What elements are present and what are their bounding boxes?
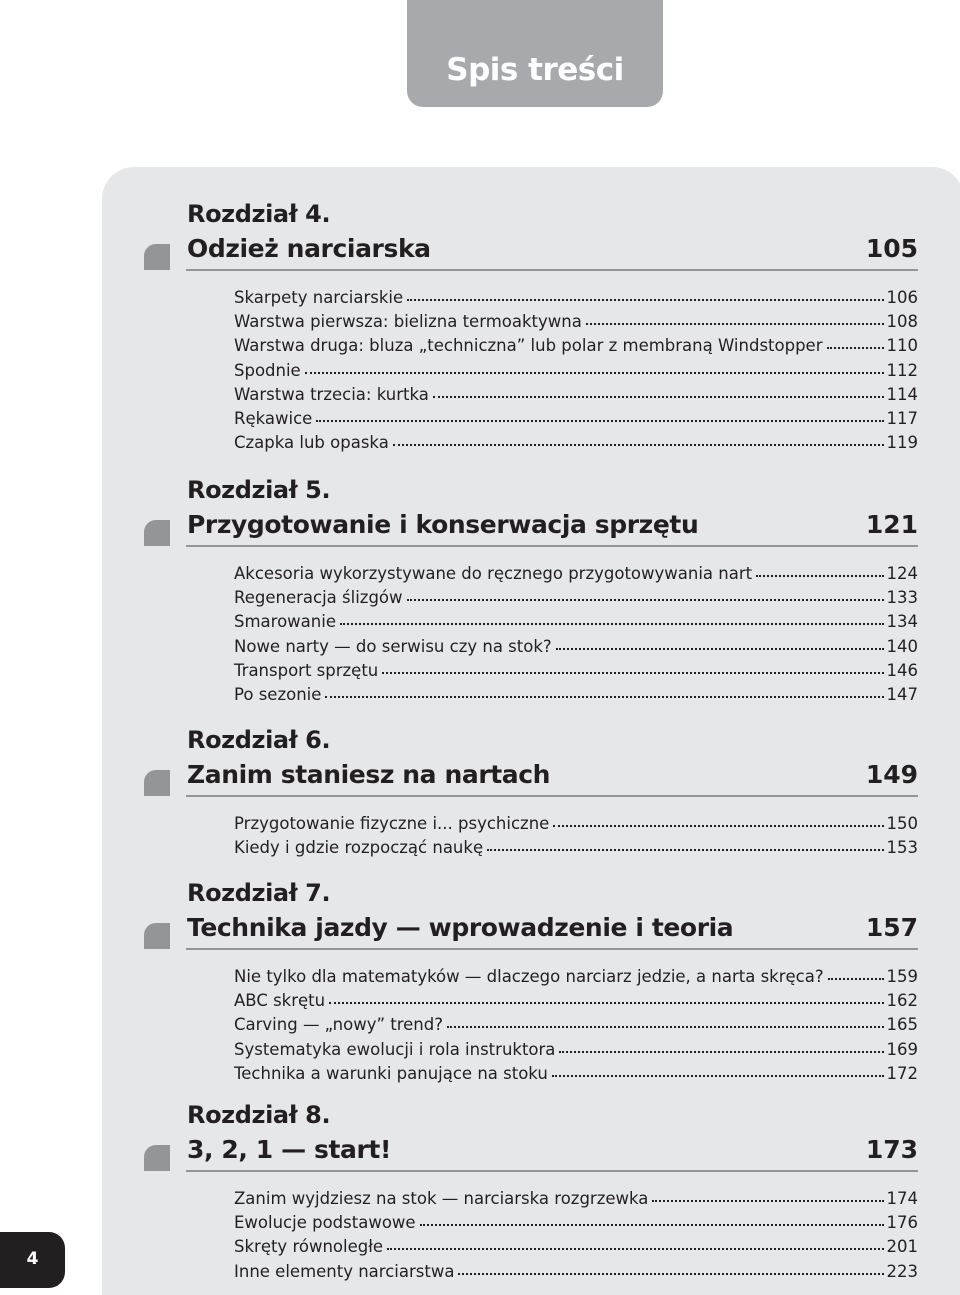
dot-leader	[407, 593, 884, 601]
toc-entry[interactable]	[234, 965, 918, 989]
entry-title: Przygotowanie fizyczne i... psychiczne	[234, 814, 550, 833]
chapter-divider	[186, 795, 918, 797]
dot-leader	[586, 317, 884, 325]
page-number: 4	[26, 1249, 39, 1269]
entry-page-number: 134	[886, 612, 918, 632]
dot-leader	[340, 617, 884, 625]
toc-entry[interactable]	[234, 1062, 918, 1086]
entry-page-number: 133	[886, 588, 918, 608]
chapter-title[interactable]: Przygotowanie i konserwacja sprzętu	[187, 510, 699, 539]
toc-entry[interactable]	[234, 407, 918, 431]
chapter-label: Rozdział 6.	[187, 726, 331, 754]
entry-title: Nowe narty — do serwisu czy na stok?	[234, 636, 552, 656]
entry-title: Spodnie	[234, 360, 301, 380]
toc-entry[interactable]	[234, 989, 918, 1013]
chapter-marker-icon	[144, 1145, 170, 1171]
toc-entry[interactable]	[234, 1187, 918, 1211]
dot-leader	[652, 1194, 883, 1202]
entry-title: Systematyka ewolucji i rola instruktora	[234, 1039, 556, 1059]
entry-title: Ewolucje podstawowe	[234, 1213, 416, 1233]
entry-title: Akcesoria wykorzystywane do ręcznego przygotowywania nart	[234, 564, 753, 583]
toc-entry[interactable]	[234, 610, 918, 634]
dot-leader	[756, 569, 883, 577]
toc-entry[interactable]	[234, 383, 918, 407]
header-tab	[407, 0, 663, 107]
entry-title: Zanim wyjdziesz na stok — narciarska rozgrzewka	[234, 1189, 649, 1208]
entry-title: Smarowanie	[234, 612, 336, 632]
toc-entry[interactable]	[234, 1211, 918, 1235]
toc-entry[interactable]	[234, 431, 918, 455]
chapter-label: Rozdział 8.	[187, 1101, 331, 1129]
chapter-title[interactable]: Technika jazdy — wprowadzenie i teoria	[187, 913, 734, 942]
entry-title: Skarpety narciarskie	[234, 288, 404, 307]
chapter-label: Rozdział 5.	[187, 476, 331, 504]
chapter-title[interactable]: Zanim staniesz na nartach	[187, 760, 551, 789]
entry-page-number: 117	[886, 408, 918, 428]
dot-leader	[305, 366, 884, 374]
entry-list	[234, 1187, 918, 1284]
entry-list	[234, 286, 918, 455]
dot-leader	[559, 1045, 883, 1053]
chapter-marker-icon	[144, 244, 170, 270]
entry-title: Czapka lub opaska	[234, 433, 389, 453]
chapter-page-number: 157	[865, 913, 918, 942]
entry-title: Warstwa druga: bluza „techniczna” lub polar z membraną Windstopper	[234, 336, 823, 356]
entry-page-number: 140	[886, 636, 918, 656]
dot-leader	[556, 642, 884, 650]
toc-entry[interactable]	[234, 683, 918, 707]
dot-leader	[458, 1267, 883, 1275]
entry-page-number: 147	[886, 684, 918, 704]
chapter-marker-icon	[144, 770, 170, 796]
dot-leader	[325, 690, 883, 698]
entry-page-number: 153	[886, 838, 918, 858]
entry-page-number: 150	[886, 814, 918, 833]
entry-list	[234, 965, 918, 1086]
entry-title: Po sezonie	[234, 684, 322, 704]
toc-entry[interactable]	[234, 586, 918, 610]
entry-page-number: 112	[886, 360, 918, 380]
entry-page-number: 169	[886, 1039, 918, 1059]
entry-list	[234, 812, 918, 860]
entry-page-number: 172	[886, 1063, 918, 1083]
dot-leader	[407, 293, 883, 301]
chapter-title[interactable]: Odzież narciarska	[187, 234, 431, 263]
entry-page-number: 114	[886, 384, 918, 404]
chapter-page-number: 149	[865, 760, 918, 789]
entry-page-number: 146	[886, 660, 918, 680]
entry-title: Warstwa trzecia: kurtka	[234, 384, 429, 404]
chapter-page-number: 121	[865, 510, 918, 539]
toc-entry[interactable]	[234, 334, 918, 358]
dot-leader	[552, 1069, 884, 1077]
chapter-page-number: 173	[865, 1135, 918, 1164]
chapter-marker-icon	[144, 520, 170, 546]
chapter-divider	[186, 948, 918, 950]
entry-page-number: 124	[886, 564, 918, 583]
entry-title: Transport sprzętu	[234, 660, 379, 680]
entry-page-number: 119	[886, 433, 918, 453]
dot-leader	[433, 390, 884, 398]
dot-leader	[553, 819, 883, 827]
chapter-divider	[186, 1170, 918, 1172]
entry-title: Regeneracja ślizgów	[234, 588, 403, 608]
chapter-label: Rozdział 4.	[187, 200, 331, 228]
toc-entry[interactable]	[234, 635, 918, 659]
chapter-divider	[186, 545, 918, 547]
chapter-title[interactable]: 3, 2, 1 — start!	[187, 1135, 391, 1164]
toc-entry[interactable]	[234, 1038, 918, 1062]
chapter-page-number: 105	[865, 234, 918, 263]
entry-page-number: 110	[886, 336, 918, 356]
entry-title: Kiedy i gdzie rozpocząć naukę	[234, 838, 484, 858]
toc-entry[interactable]	[234, 359, 918, 383]
entry-page-number: 176	[886, 1213, 918, 1233]
dot-leader	[487, 843, 883, 851]
entry-page-number: 159	[886, 967, 918, 986]
entry-title: Rękawice	[234, 408, 313, 428]
dot-leader	[393, 438, 884, 446]
dot-leader	[827, 341, 884, 349]
toc-entry[interactable]	[234, 1235, 918, 1259]
dot-leader	[387, 1242, 883, 1250]
entry-page-number: 165	[886, 1015, 918, 1035]
toc-entry[interactable]	[234, 836, 918, 860]
chapter-divider	[186, 269, 918, 271]
dot-leader	[828, 972, 884, 980]
page-number-badge	[0, 1232, 65, 1288]
dot-leader	[382, 666, 883, 674]
entry-page-number: 162	[886, 991, 918, 1011]
toc-entry[interactable]	[234, 310, 918, 334]
dot-leader	[447, 1020, 884, 1028]
page-title: Spis treści	[446, 52, 624, 88]
toc-entry[interactable]	[234, 1260, 918, 1284]
entry-title: Carving — „nowy” trend?	[234, 1015, 443, 1035]
entry-title: Nie tylko dla matematyków — dlaczego narciarz jedzie, a narta skręca?	[234, 967, 824, 986]
entry-page-number: 106	[886, 288, 918, 307]
entry-title: ABC skrętu	[234, 991, 326, 1011]
dot-leader	[420, 1218, 884, 1226]
entry-list	[234, 562, 918, 707]
toc-entry[interactable]	[234, 1013, 918, 1037]
entry-page-number: 201	[886, 1237, 918, 1257]
entry-title: Warstwa pierwsza: bielizna termoaktywna	[234, 312, 582, 332]
toc-entry[interactable]	[234, 562, 918, 586]
entry-title: Skręty równoległe	[234, 1237, 384, 1257]
dot-leader	[329, 996, 883, 1004]
toc-entry[interactable]	[234, 286, 918, 310]
dot-leader	[316, 414, 883, 422]
toc-entry[interactable]	[234, 659, 918, 683]
toc-entry[interactable]	[234, 812, 918, 836]
entry-page-number: 174	[886, 1189, 918, 1208]
entry-page-number: 108	[886, 312, 918, 332]
chapter-label: Rozdział 7.	[187, 879, 331, 907]
chapter-marker-icon	[144, 923, 170, 949]
entry-title: Technika a warunki panujące na stoku	[234, 1063, 548, 1083]
entry-page-number: 223	[886, 1261, 918, 1281]
entry-title: Inne elementy narciarstwa	[234, 1261, 455, 1281]
